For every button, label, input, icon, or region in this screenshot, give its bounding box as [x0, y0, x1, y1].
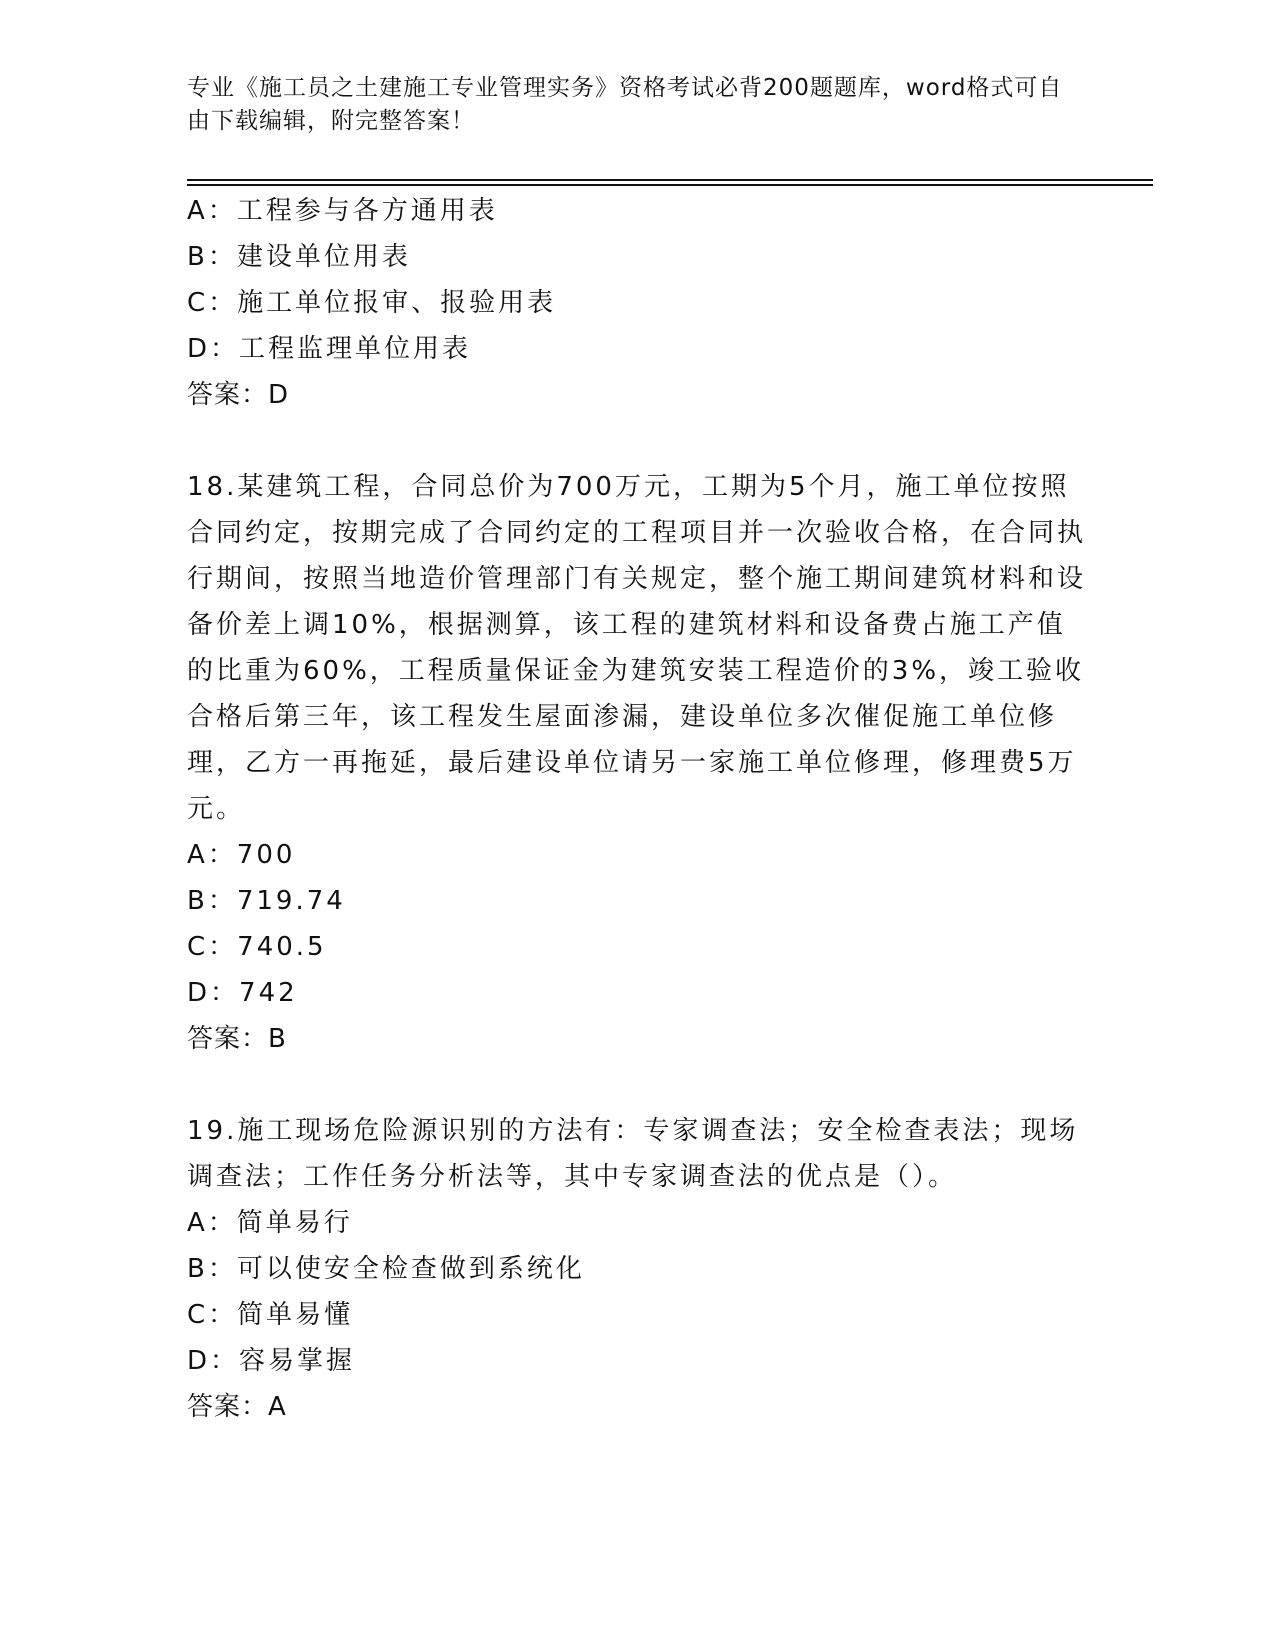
question-19-stem: 19.施工现场危险源识别的方法有：专家调查法；安全检查表法；现场调查法；工作任务分析法等，其中专家调查法的优点是（）。: [187, 1116, 1079, 1192]
question-18-stem: 18.某建筑工程，合同总价为700万元，工期为5个月，施工单位按照合同约定，按期完成了合同约定的工程项目并一次验收合格，在合同执行期间，按照当地造价管理部门有关规定，整个施工期间建筑材料和设备价差上调10%，根据测算，该工程的建筑材料和设备费占施工产值的比重为60%，工程质量保证金为建筑安装工程造价的3%，竣工验收合格后第三年，该工程发生屋面渗漏，建设单位多次催促施工单位修理，乙方一再拖延，最后建设单位请另一家施工单位修理，修理费5万元。: [187, 472, 1087, 824]
question-18-block: [187, 464, 1087, 1062]
option-a: A：简单易行: [187, 1208, 353, 1238]
question-content: [187, 188, 1087, 1430]
question-gap: [187, 1062, 1087, 1108]
header-rule-top: [187, 179, 1153, 181]
question-17-block: [187, 188, 1087, 418]
answer-line: 答案：B: [187, 1024, 287, 1054]
option-b: B：建设单位用表: [187, 242, 411, 272]
option-c: C：740.5: [187, 932, 327, 962]
option-c: C：简单易懂: [187, 1300, 354, 1330]
option-a: A：工程参与各方通用表: [187, 196, 498, 226]
option-b: B：可以使安全检查做到系统化: [187, 1254, 585, 1284]
option-d: D：容易掌握: [187, 1346, 356, 1376]
option-d: D：742: [187, 978, 298, 1008]
header-rule-bottom: [187, 184, 1153, 186]
answer-line: 答案：A: [187, 1392, 287, 1422]
option-b: B：719.74: [187, 886, 346, 916]
answer-line: 答案：D: [187, 380, 290, 410]
question-gap: [187, 418, 1087, 464]
question-19-block: [187, 1108, 1087, 1430]
document-header: 专业《施工员之土建施工专业管理实务》资格考试必背200题题库，word格式可自由下载编辑，附完整答案！: [187, 75, 1063, 134]
option-d: D：工程监理单位用表: [187, 334, 472, 364]
option-a: A：700: [187, 840, 296, 870]
option-c: C：施工单位报审、报验用表: [187, 288, 557, 318]
